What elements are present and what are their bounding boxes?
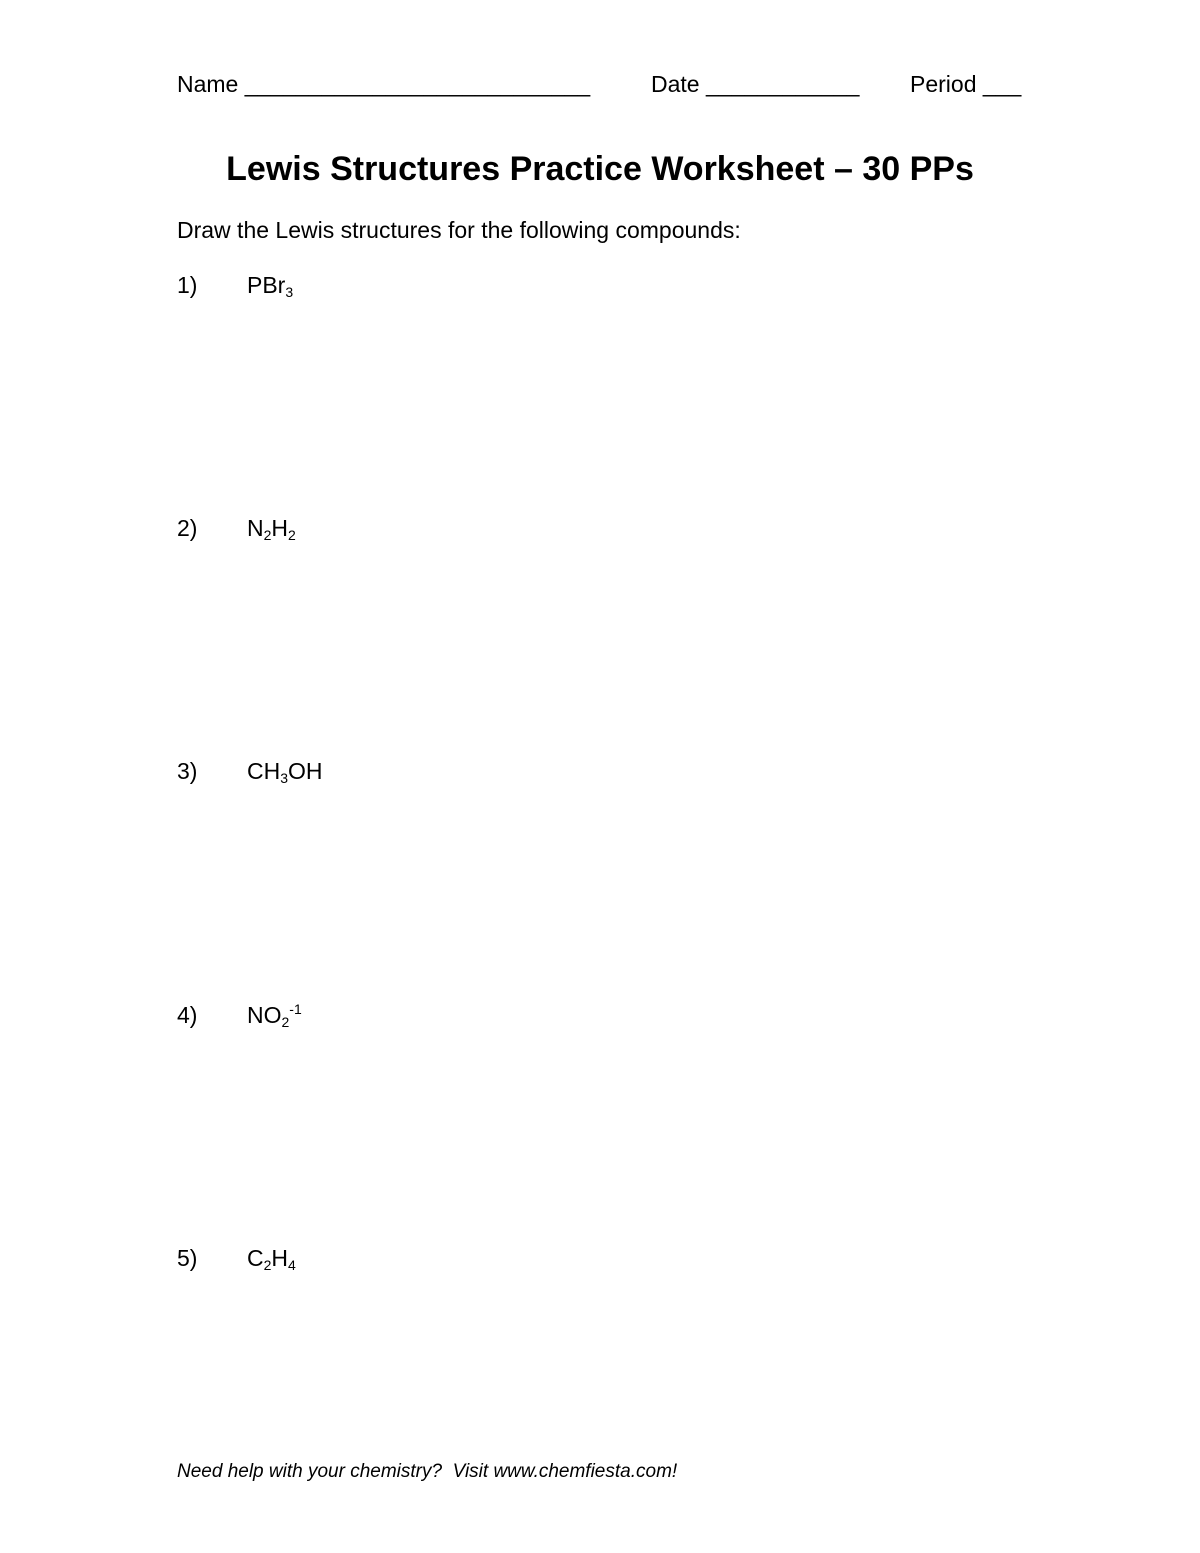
formula-subscript: 4 — [288, 1257, 296, 1273]
formula-text: C — [247, 1245, 264, 1271]
chemical-formula — [247, 1001, 302, 1029]
formula-text: OH — [288, 758, 323, 784]
problem-number: 2) — [177, 515, 198, 541]
problem-item — [177, 757, 877, 785]
name-field: Name ___________________________ — [177, 71, 591, 97]
problem-item — [177, 514, 877, 542]
formula-subscript: 2 — [263, 527, 272, 543]
period-field: Period ___ — [910, 71, 1022, 97]
formula-subscript: 2 — [281, 1014, 290, 1030]
problem-item — [177, 1244, 877, 1272]
problem-item — [177, 271, 877, 299]
chemical-formula — [247, 1244, 296, 1272]
formula-subscript: 3 — [280, 770, 289, 786]
formula-text: N — [247, 515, 264, 541]
formula-text: H — [271, 1245, 289, 1271]
formula-text: NO — [247, 1002, 282, 1028]
formula-superscript: -1 — [289, 1001, 302, 1017]
chemical-formula — [247, 757, 323, 785]
chemical-formula — [247, 271, 293, 299]
page-title: Lewis Structures Practice Worksheet – 30 PPs — [226, 150, 974, 188]
chemical-formula — [247, 514, 296, 542]
formula-text: CH — [247, 758, 281, 784]
instructions-text: Draw the Lewis structures for the following compounds: — [177, 217, 741, 243]
problem-item — [177, 1001, 877, 1029]
date-field: Date ____________ — [651, 71, 860, 97]
problem-number: 3) — [177, 758, 198, 784]
problem-number: 1) — [177, 272, 198, 298]
formula-text: H — [271, 515, 289, 541]
formula-subscript: 2 — [263, 1257, 272, 1273]
formula-text: PBr — [247, 272, 286, 298]
problem-number: 4) — [177, 1002, 198, 1028]
problem-number: 5) — [177, 1245, 198, 1271]
formula-subscript: 2 — [288, 527, 296, 543]
footer-help-text: Need help with your chemistry? Visit www.chemfiesta.com! — [177, 1461, 678, 1482]
formula-subscript: 3 — [285, 284, 294, 300]
